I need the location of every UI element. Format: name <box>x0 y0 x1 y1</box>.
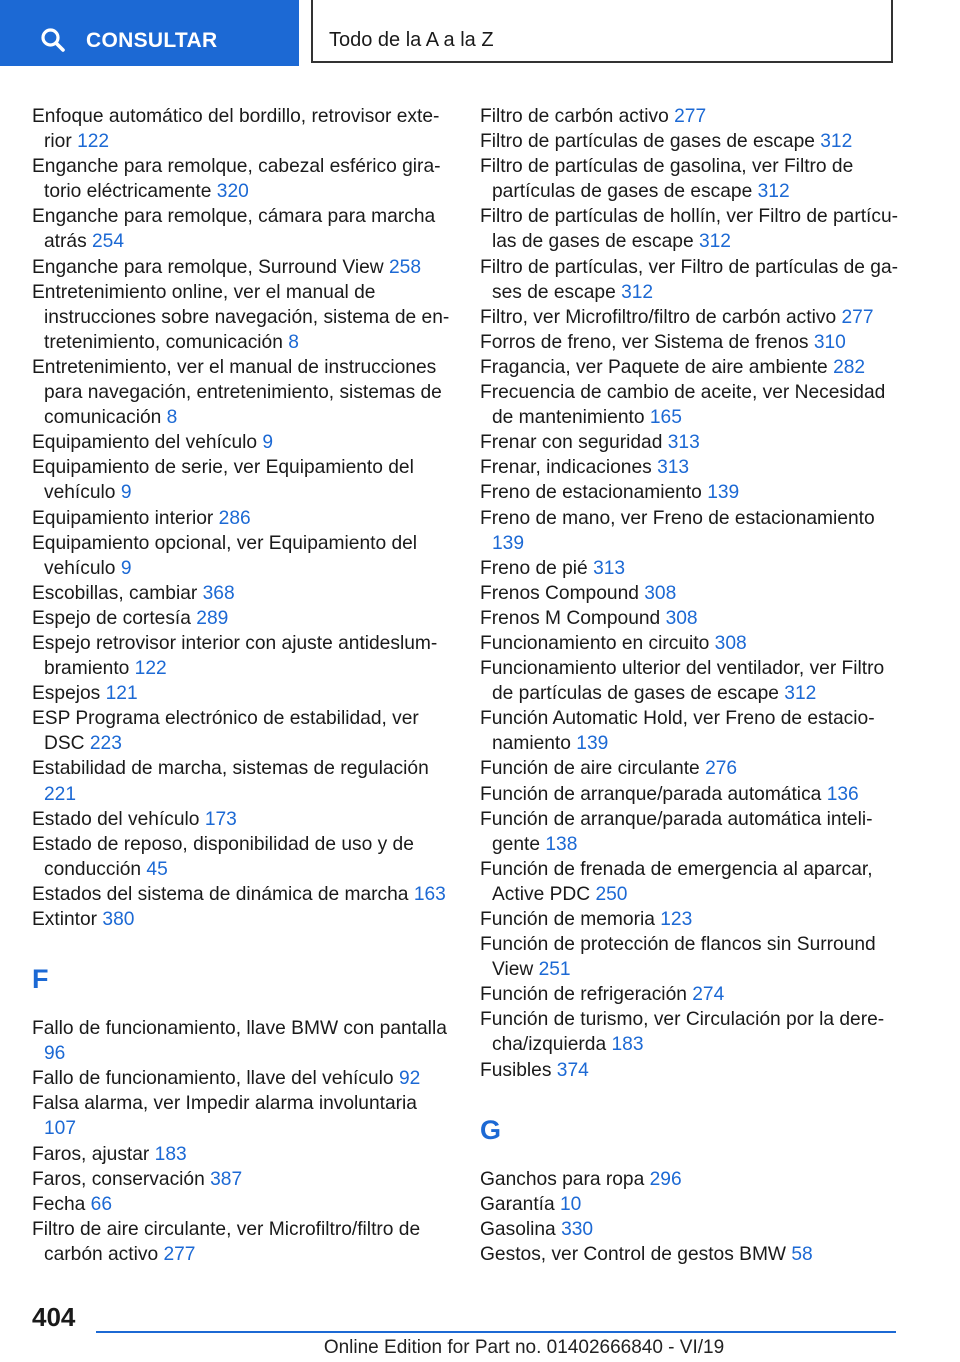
index-page-link[interactable]: 165 <box>649 407 682 429</box>
index-page-link[interactable]: 136 <box>826 783 859 805</box>
index-entry <box>480 480 900 505</box>
index-page-link[interactable]: 138 <box>545 833 578 855</box>
index-entry <box>480 606 900 631</box>
index-entry <box>32 255 452 280</box>
index-entry <box>480 255 900 305</box>
index-page-link[interactable]: 122 <box>77 131 110 153</box>
index-entry-text: Freno de mano, ver Freno de estacionamiento <box>480 507 875 529</box>
index-entry <box>480 506 900 556</box>
index-entry-text: Freno de estacionamiento <box>480 482 702 504</box>
index-page-link[interactable]: 312 <box>698 231 731 253</box>
index-page-link[interactable]: 276 <box>705 758 738 780</box>
index-entry <box>480 932 900 982</box>
index-entry <box>480 631 900 656</box>
section-title-box <box>311 0 893 63</box>
index-entry-text: Filtro de aire circulante, ver Microfiltro/filtro de carbón activo <box>32 1218 421 1265</box>
index-entry-text: Estabilidad de marcha, sistemas de regulación <box>32 758 429 780</box>
index-entry <box>32 606 452 631</box>
index-entry-text: Filtro, ver Microfiltro/filtro de carbón activo <box>480 306 837 328</box>
index-page-link[interactable]: 139 <box>576 733 609 755</box>
index-page-link[interactable]: 223 <box>89 733 122 755</box>
index-entry-text: Frecuencia de cambio de aceite, ver Necesidad de mantenimiento <box>480 382 886 429</box>
index-page-link[interactable]: 277 <box>163 1243 196 1265</box>
index-entry <box>480 1217 900 1242</box>
index-entry <box>32 355 452 430</box>
index-entry-text: Espejo de cortesía <box>32 607 191 629</box>
index-entry-text: Freno de pié <box>480 557 588 579</box>
index-page-link[interactable]: 9 <box>262 432 274 454</box>
section-title: Todo de la A a la Z <box>329 29 494 51</box>
index-entry <box>32 581 452 606</box>
index-entry <box>32 531 452 581</box>
index-entry <box>32 706 452 756</box>
index-entry <box>480 305 900 330</box>
index-entry <box>480 1242 900 1267</box>
index-entry-text: Entretenimiento, ver el manual de instrucciones para navegación, entretenimiento, sistemas de comunicación <box>32 356 442 429</box>
index-entry <box>480 104 900 129</box>
index-entry-text: Entretenimiento online, ver el manual de instrucciones sobre navegación, sistema de entretenimiento, comunicación <box>32 281 450 353</box>
index-entry-text: Enganche para remolque, cámara para marcha atrás <box>32 206 436 253</box>
index-page-link[interactable]: 66 <box>90 1193 113 1215</box>
index-entry <box>32 1142 452 1167</box>
index-page-link[interactable]: 9 <box>120 482 132 504</box>
index-page-link[interactable]: 183 <box>154 1143 187 1165</box>
index-entry <box>32 430 452 455</box>
index-page-link[interactable]: 183 <box>611 1034 644 1056</box>
index-entry <box>480 782 900 807</box>
footer-divider <box>96 1331 896 1333</box>
index-entry <box>480 455 900 480</box>
index-page-link[interactable]: 274 <box>692 984 725 1006</box>
index-page-link[interactable]: 96 <box>44 1043 66 1065</box>
index-page-link[interactable]: 45 <box>146 858 168 880</box>
index-entry <box>480 204 900 254</box>
index-entry-text: Fusibles <box>480 1059 552 1081</box>
index-entry-text: Faros, ajustar <box>32 1143 150 1165</box>
index-page-link[interactable]: 313 <box>593 557 626 579</box>
index-page-link[interactable]: 9 <box>120 557 132 579</box>
index-entry-text: Filtro de partículas de gases de escape <box>480 131 815 153</box>
index-entry-text: Estados del sistema de dinámica de marcha <box>32 883 409 905</box>
index-page-link[interactable]: 163 <box>413 883 446 905</box>
index-entry <box>480 380 900 430</box>
index-entry <box>480 656 900 706</box>
index-entry-text: Frenos Compound <box>480 582 639 604</box>
index-entry <box>480 1058 900 1083</box>
index-page-link[interactable]: 92 <box>398 1068 421 1090</box>
index-entry-text: Ganchos para ropa <box>480 1168 645 1190</box>
index-column-left <box>32 104 452 1267</box>
index-page-link[interactable]: 313 <box>667 432 700 454</box>
index-entry-text: Equipamiento opcional, ver Equipamiento del vehículo <box>32 532 418 579</box>
index-entry <box>32 631 452 681</box>
index-page-link[interactable]: 374 <box>556 1059 589 1081</box>
index-page-link[interactable]: 139 <box>707 482 740 504</box>
index-entry <box>32 455 452 505</box>
header <box>0 0 960 66</box>
index-entry-text: Frenar, indicaciones <box>480 457 652 479</box>
index-entry-text: Forros de freno, ver Sistema de frenos <box>480 331 809 353</box>
consult-button[interactable] <box>0 0 299 66</box>
index-entry-text: Filtro de partículas de hollín, ver Filtro de partículas de gases de escape <box>480 206 899 253</box>
index-column-right <box>480 104 900 1267</box>
index-entry-text: Funcionamiento ulterior del ventilador, ver Filtro de partículas de gases de escape <box>480 658 885 705</box>
index-entry-text: Fallo de funcionamiento, llave del vehículo <box>32 1068 394 1090</box>
index-entry <box>32 882 452 907</box>
index-entry-text: Fragancia, ver Paquete de aire ambiente <box>480 356 828 378</box>
index-entry-text: Función de frenada de emergencia al aparcar, Active PDC <box>480 858 873 905</box>
index-entry-text: Gestos, ver Control de gestos BMW <box>480 1243 787 1265</box>
index-page-link[interactable]: 387 <box>210 1168 243 1190</box>
index-entry <box>32 1066 452 1091</box>
index-entry-text: Equipamiento del vehículo <box>32 432 258 454</box>
index-entry-text: Filtro de carbón activo <box>480 106 669 127</box>
index-page-link[interactable]: 282 <box>833 356 866 378</box>
index-entry <box>480 154 900 204</box>
index-page-link[interactable]: 308 <box>714 632 747 654</box>
index-entry-text: Función Automatic Hold, ver Freno de estacionamiento <box>480 708 875 755</box>
index-page-link[interactable]: 296 <box>649 1168 682 1190</box>
index-entry-text: ESP Programa electrónico de estabilidad, ver DSC <box>32 708 419 755</box>
index-entry-text: Faros, conservación <box>32 1168 205 1190</box>
index-entry <box>480 556 900 581</box>
index-entry-text: Gasolina <box>480 1218 556 1240</box>
index-entry <box>480 330 900 355</box>
index-page-link[interactable]: 8 <box>288 331 299 353</box>
index-entry <box>480 355 900 380</box>
index-entry-text: Espejo retrovisor interior con ajuste antideslumbramiento <box>32 632 438 680</box>
index-entry-text: Equipamiento de serie, ver Equipamiento del vehículo <box>32 457 414 504</box>
index-entry-text: Enganche para remolque, Surround View <box>32 256 384 278</box>
index-page-link[interactable]: 10 <box>560 1193 582 1215</box>
index-letter-heading: F <box>32 964 49 995</box>
index-page-link[interactable]: 320 <box>216 181 249 203</box>
index-letter-heading: G <box>480 1114 502 1145</box>
index-page-link[interactable]: 380 <box>102 909 135 930</box>
index-page-link[interactable]: 368 <box>202 582 235 604</box>
index-entry-text: Función de refrigeración <box>480 984 687 1006</box>
index-entry <box>480 857 900 907</box>
index-entry-text: Frenos M Compound <box>480 607 661 629</box>
index-entry-text: Estado de reposo, disponibilidad de uso y de conducción <box>32 833 414 880</box>
index-entry-text: Función de arranque/parada automática inteligente <box>480 808 873 855</box>
page-number: 404 <box>32 1302 76 1332</box>
edition-footer: Online Edition for Part no. 01402666840 - VI/19 <box>323 1337 725 1358</box>
index-entry-text: Filtro de partículas de gasolina, ver Filtro de partículas de gases de escape <box>480 156 854 203</box>
index-entry <box>32 280 452 355</box>
index-entry <box>32 1192 452 1217</box>
index-entry <box>480 430 900 455</box>
index-entry <box>480 1192 900 1217</box>
index-page-link[interactable]: 313 <box>657 457 690 479</box>
index-entry-text: Fecha <box>32 1193 86 1215</box>
index-entry <box>32 1217 452 1267</box>
index-entry <box>32 1167 452 1192</box>
index-entry <box>32 681 452 706</box>
index-entry <box>480 982 900 1007</box>
index-entry <box>480 907 900 932</box>
index-entry <box>480 581 900 606</box>
index-entry <box>32 204 452 254</box>
index-page-link[interactable]: 107 <box>44 1118 77 1140</box>
index-entry-text: Función de protección de flancos sin Surround View <box>480 934 876 981</box>
index-page-link[interactable]: 277 <box>674 106 707 127</box>
consult-label: CONSULTAR <box>86 29 218 52</box>
index-page-link[interactable]: 312 <box>621 281 654 303</box>
index-entry-text: Estado del vehículo <box>32 808 200 830</box>
index-entry-text: Espejos <box>32 683 101 705</box>
index-entry-text: Falsa alarma, ver Impedir alarma involuntaria <box>32 1093 417 1115</box>
index-entry-text: Enganche para remolque, cabezal esférico giratorio eléctricamente <box>32 156 441 203</box>
index-entry <box>480 706 900 756</box>
index-page-link[interactable]: 330 <box>561 1218 594 1240</box>
index-entry-text: Función de arranque/parada automática <box>480 783 822 805</box>
index-entry <box>480 1167 900 1192</box>
index-page-link[interactable]: 121 <box>105 683 138 705</box>
index-entry <box>32 807 452 832</box>
index-entry-text: Filtro de partículas, ver Filtro de partículas de gases de escape <box>480 256 899 303</box>
index-page-link[interactable]: 251 <box>538 959 571 981</box>
index-page-link[interactable]: 221 <box>44 783 77 805</box>
index-page-link[interactable]: 58 <box>791 1243 813 1265</box>
index-entry <box>32 1091 452 1141</box>
index-entry <box>480 807 900 857</box>
index-entry <box>480 756 900 781</box>
index-page-link[interactable]: 312 <box>784 683 817 705</box>
index-entry-text: Garantía <box>480 1193 555 1215</box>
index-entry-text: Equipamiento interior <box>32 507 214 529</box>
index-page-link[interactable]: 173 <box>204 808 237 830</box>
index-entry <box>32 154 452 204</box>
index-entry <box>32 1016 452 1066</box>
index-page-link[interactable]: 310 <box>813 331 846 353</box>
index-entry <box>32 907 452 932</box>
index-page-link[interactable]: 312 <box>820 131 853 153</box>
index-entry-text: Funcionamiento en circuito <box>480 632 710 654</box>
search-icon <box>40 27 66 53</box>
index-page-link[interactable]: 308 <box>665 607 698 629</box>
index-page-link[interactable]: 312 <box>757 181 790 203</box>
index-entry-text: Frenar con seguridad <box>480 432 663 454</box>
index-entry-text: Fallo de funcionamiento, llave BMW con pantalla <box>32 1018 447 1040</box>
index-page-link[interactable]: 258 <box>389 256 422 278</box>
index-entry <box>32 756 452 806</box>
index-page-link[interactable]: 122 <box>134 658 167 680</box>
index-entry <box>32 832 452 882</box>
index-entry <box>32 104 452 154</box>
index-page-link[interactable]: 250 <box>595 883 628 905</box>
index-page-link[interactable]: 289 <box>196 607 229 629</box>
index-page-link[interactable]: 308 <box>644 582 677 604</box>
index-page-link[interactable]: 123 <box>660 909 693 930</box>
index-entry-text: Función de turismo, ver Circulación por la derecha/izquierda <box>480 1009 885 1056</box>
index-page-link[interactable]: 277 <box>841 306 874 328</box>
index-page-link[interactable]: 8 <box>166 407 178 429</box>
index-entry-text: Enfoque automático del bordillo, retrovisor exterior <box>32 106 440 153</box>
index-page-link[interactable]: 139 <box>492 532 525 554</box>
index-entry-text: Función de memoria <box>480 909 655 930</box>
index-entry-text: Función de aire circulante <box>480 758 700 780</box>
index-entry-text: Extintor <box>32 909 98 930</box>
index-entry <box>480 1007 900 1057</box>
index-page-link[interactable]: 286 <box>218 507 251 529</box>
index-page-link[interactable]: 254 <box>92 231 125 253</box>
index-entry <box>32 506 452 531</box>
index-entry-text: Escobillas, cambiar <box>32 582 198 604</box>
index-entry <box>480 129 900 154</box>
